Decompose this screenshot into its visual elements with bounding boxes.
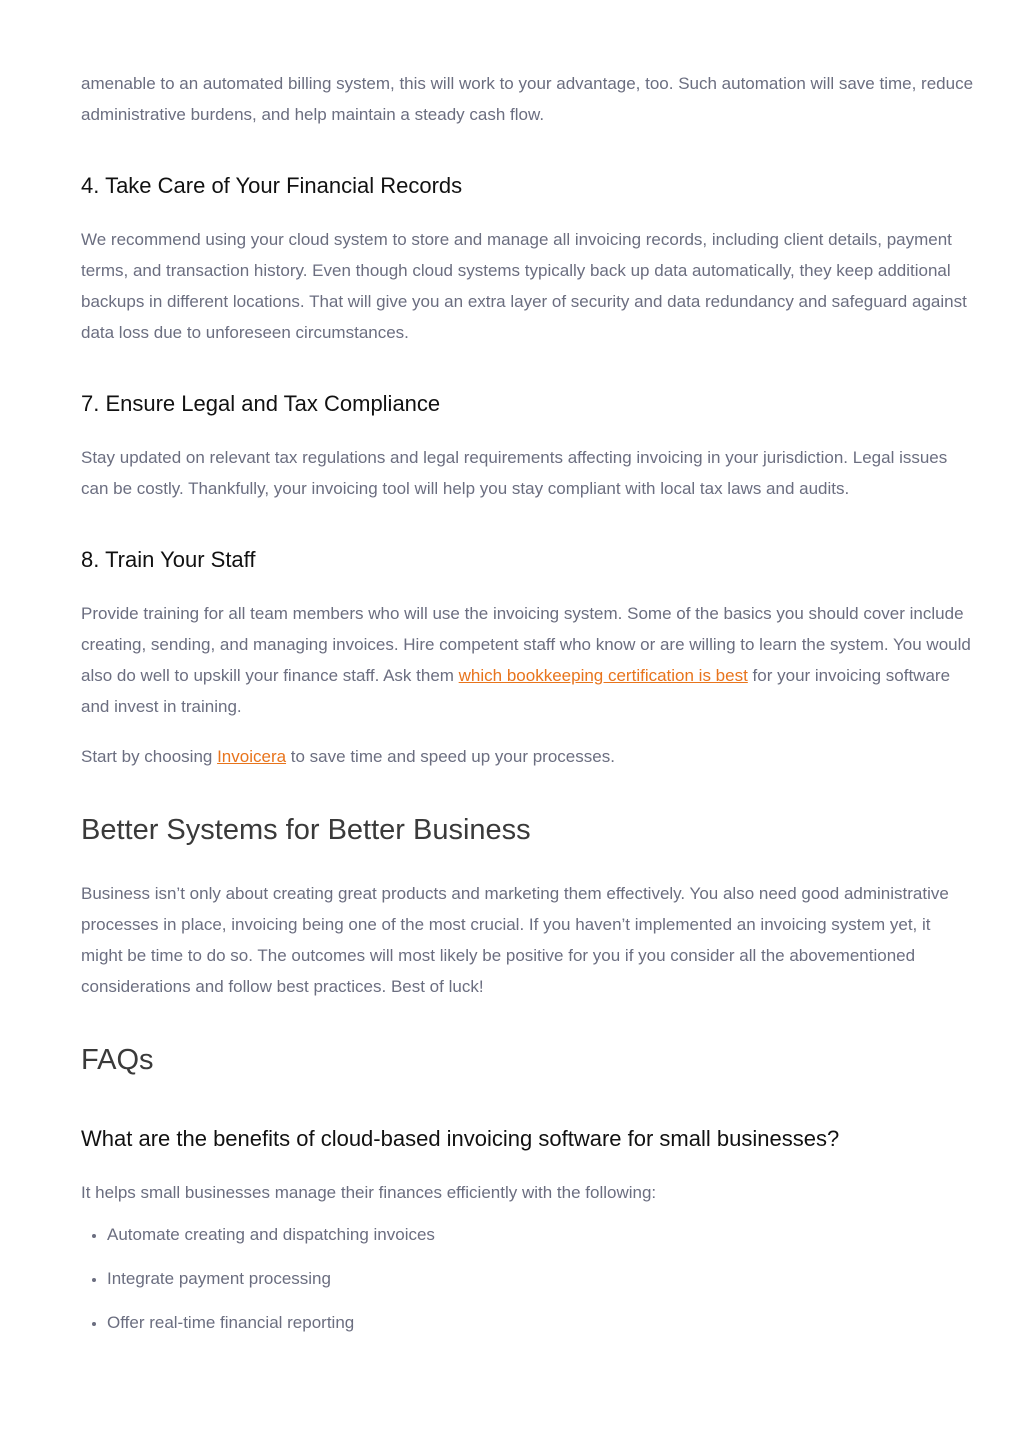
train-staff-text-after: for your invoicing software and invest in training. <box>81 666 951 716</box>
financial-records-paragraph: We recommend using your cloud system to store and manage all invoicing records, including client details, payment terms, and transaction history. Even though cloud systems typically back up data automatically, they keep additional backups in different locations. That will give you an extra layer of security and data redundancy and safeguard against data loss due to unforeseen circumstances. <box>81 230 967 342</box>
bookkeeping-certification-link[interactable]: which bookkeeping certification is best <box>458 666 748 685</box>
cta-text-after: to save time and speed up your processes. <box>286 747 615 766</box>
list-item: • Automate creating and dispatching invoices <box>107 1223 976 1247</box>
faq-answer-intro: It helps small businesses manage their finances efficiently with the following: <box>81 1183 657 1202</box>
legal-tax-paragraph: Stay updated on relevant tax regulations and legal requirements affecting invoicing in your jurisdiction. Legal issues can be costly. Thankfully, your invoicing tool will help you stay compliant with local tax laws and audits. <box>81 448 948 498</box>
intro-paragraph: amenable to an automated billing system, this will work to your advantage, too. Such automation will save time, reduce administrative burdens, and help maintain a steady cash flow. <box>81 74 974 124</box>
better-systems-paragraph: Business isn’t only about creating great products and marketing them effectively. You also need good administrative processes in place, invoicing being one of the most crucial. If you haven’t implemented an invoicing system yet, it might be time to do so. The outcomes will most likely be positive for you if you consider all the abovementioned considerations and follow best practices. Best of luck! <box>81 884 949 996</box>
list-item: • Integrate payment processing <box>107 1267 976 1291</box>
faqs-heading: FAQs <box>81 1044 154 1076</box>
invoicera-link[interactable]: Invoicera <box>217 747 287 766</box>
train-staff-text-before: Provide training for all team members who will use the invoicing system. Some of the basics you should cover include creating, sending, and managing invoices. Hire competent staff who know or are willing to learn the system. You would also do well to upskill your finance staff. Ask them <box>81 604 971 685</box>
list-item: • Offer real-time financial reporting <box>107 1311 976 1335</box>
section-heading-legal-tax: 7. Ensure Legal and Tax Compliance <box>81 391 441 416</box>
section-heading-train-staff: 8. Train Your Staff <box>81 547 256 572</box>
cta-paragraph <box>81 741 976 772</box>
faq-question: What are the benefits of cloud-based invoicing software for small businesses? <box>81 1126 840 1151</box>
faq-benefits-list <box>81 1223 976 1355</box>
section-heading-financial-records: 4. Take Care of Your Financial Records <box>81 173 463 198</box>
cta-text-before: Start by choosing <box>81 747 218 766</box>
train-staff-paragraph <box>81 598 976 722</box>
better-systems-heading: Better Systems for Better Business <box>81 814 531 846</box>
